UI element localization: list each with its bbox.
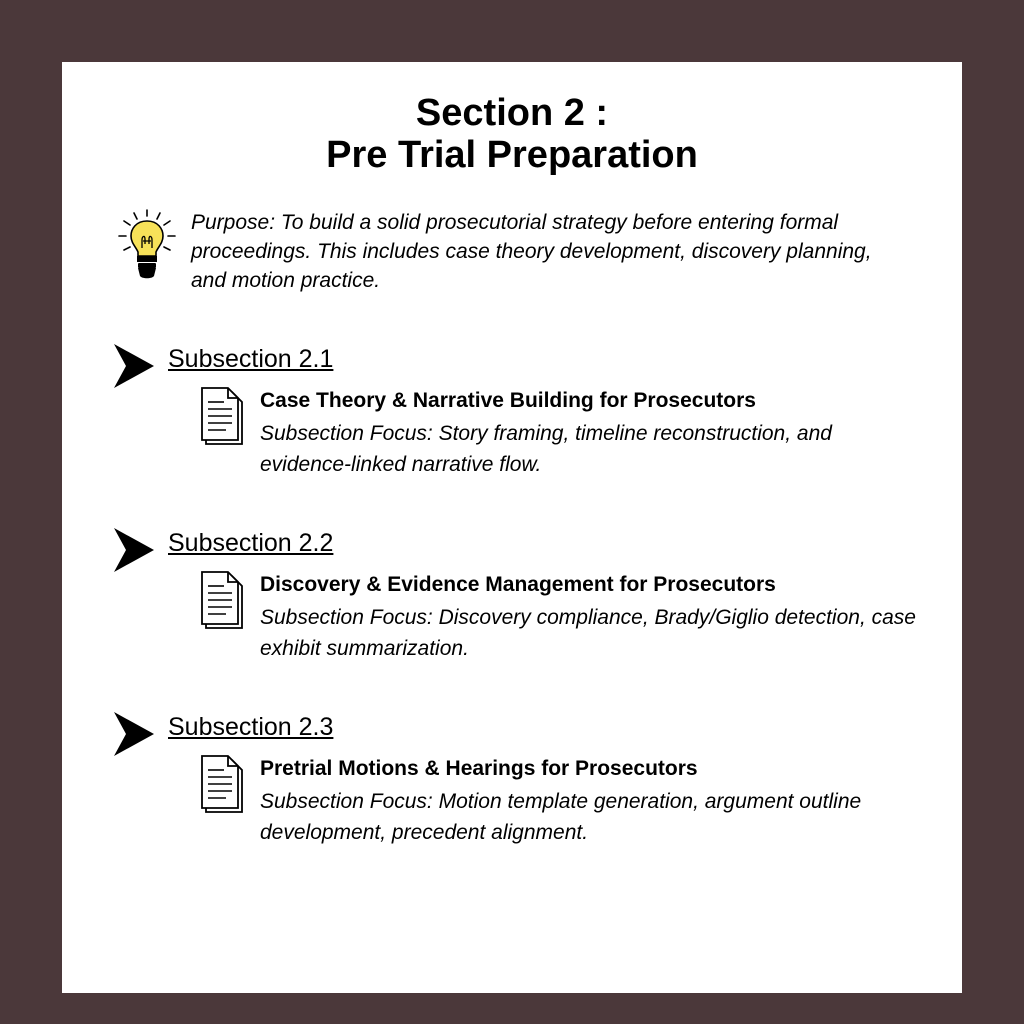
content-card — [62, 62, 962, 993]
subsection-2-1 — [114, 344, 914, 494]
purpose-block — [114, 208, 914, 298]
subsection-label: Subsection 2.1 — [168, 345, 334, 373]
arrow-icon — [114, 712, 154, 756]
subsection-focus: Subsection Focus: Discovery compliance, Brady/Giglio detection, case exhibit summarization. — [260, 606, 916, 660]
title-line-2: Pre Trial Preparation — [326, 134, 698, 176]
arrow-icon — [114, 344, 154, 388]
subsection-label: Subsection 2.3 — [168, 713, 334, 741]
document-icon — [200, 386, 246, 446]
subsection-2-2 — [114, 528, 914, 678]
lightbulb-icon — [114, 208, 180, 288]
subsection-label: Subsection 2.2 — [168, 529, 334, 557]
purpose-text: Purpose: To build a solid prosecutorial strategy before entering formal proceedings. This includes case theory development, discovery planning, and motion practice. — [191, 211, 872, 292]
subsection-title: Pretrial Motions & Hearings for Prosecutors — [260, 757, 698, 780]
subsection-focus: Subsection Focus: Story framing, timeline reconstruction, and evidence-linked narrative flow. — [260, 422, 832, 476]
subsection-2-3 — [114, 712, 914, 862]
document-icon — [200, 754, 246, 814]
arrow-icon — [114, 528, 154, 572]
subsection-title: Discovery & Evidence Management for Prosecutors — [260, 573, 776, 596]
subsection-title: Case Theory & Narrative Building for Prosecutors — [260, 389, 756, 412]
page-title — [62, 92, 962, 176]
document-icon — [200, 570, 246, 630]
subsection-focus: Subsection Focus: Motion template generation, argument outline development, precedent alignment. — [260, 790, 862, 844]
title-line-1: Section 2 : — [415, 92, 609, 134]
